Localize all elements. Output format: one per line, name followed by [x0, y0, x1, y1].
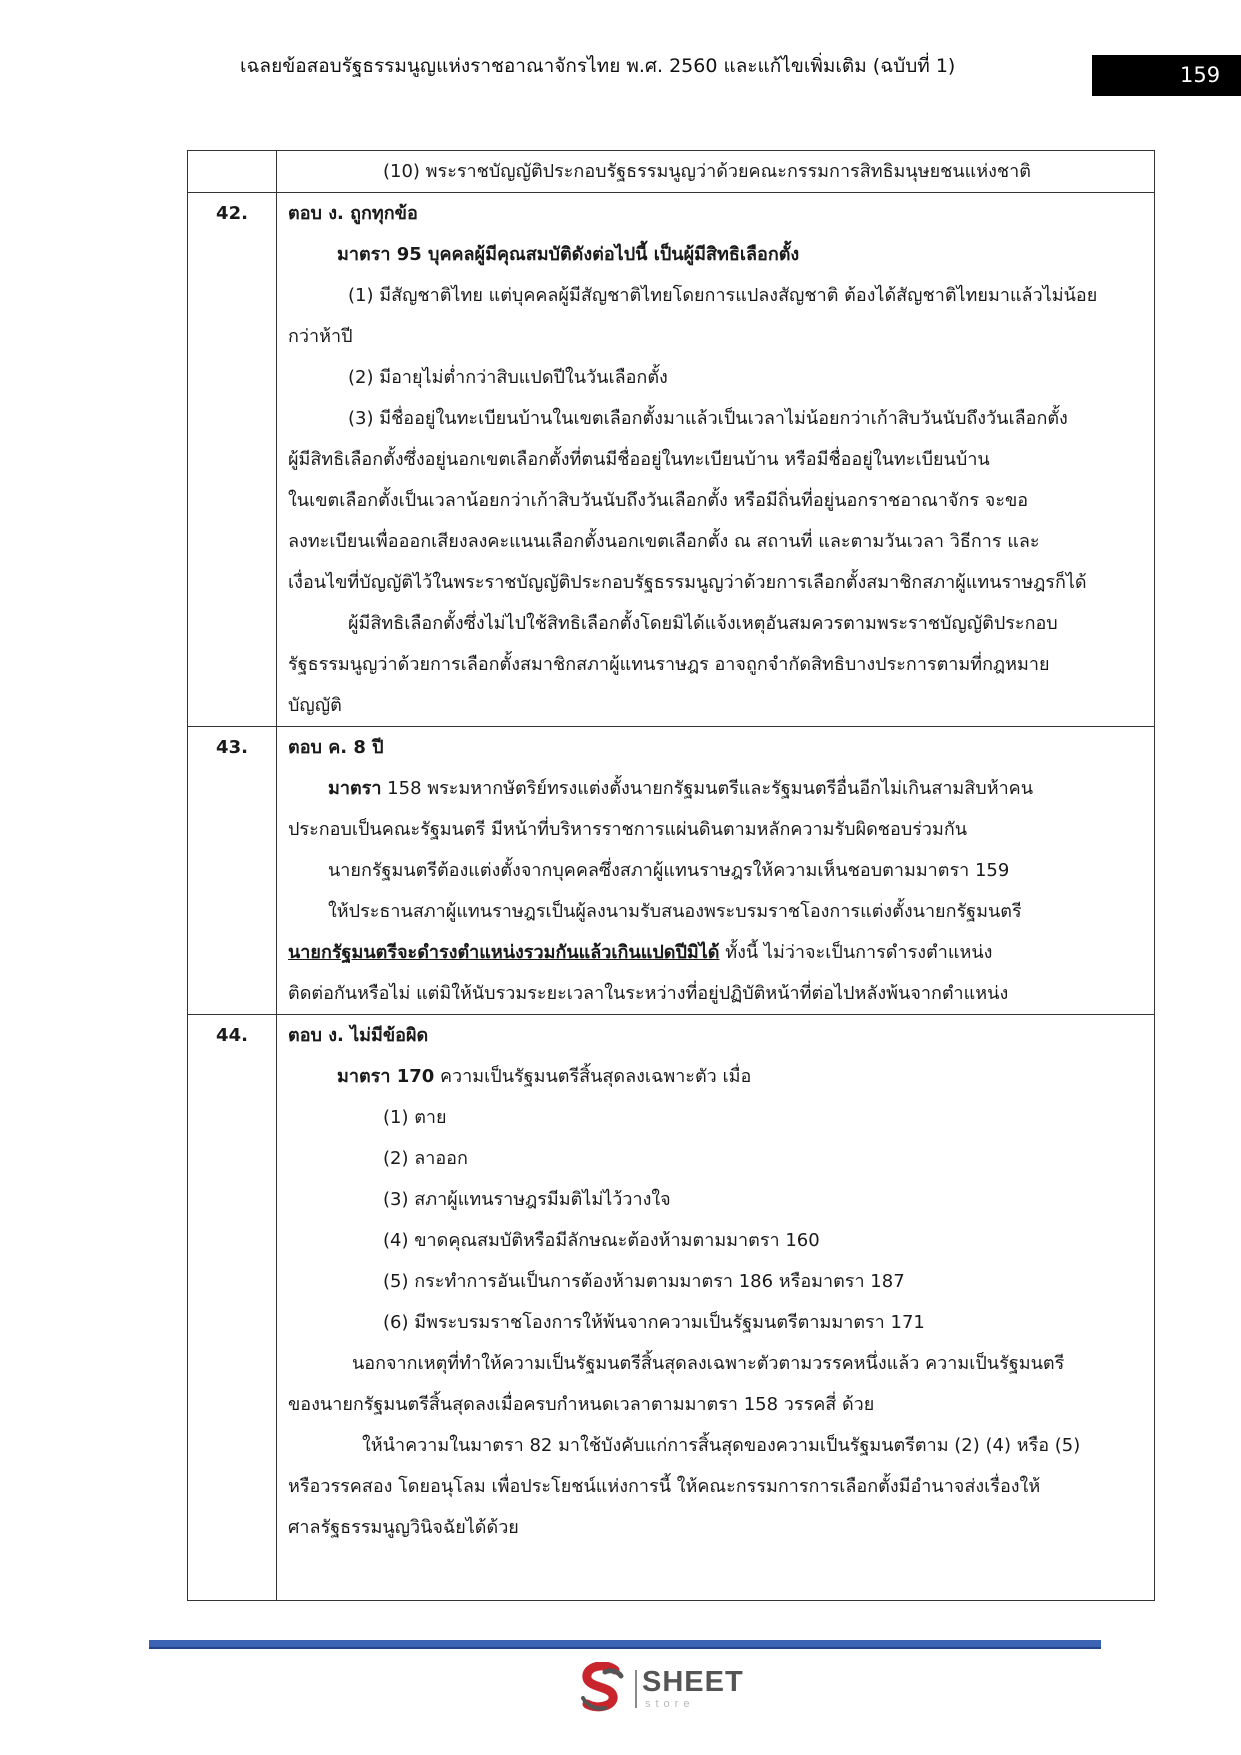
sheet-store-logo-icon — [575, 1662, 631, 1714]
text-line: เงื่อนไขที่บัญญัติไว้ในพระราชบัญญัติประกอบรัฐธรรมนูญว่าด้วยการเลือกตั้งสมาชิกสภาผู้แทนราษฎรก็ได้ — [288, 572, 1087, 593]
text-line: ในเขตเลือกตั้งเป็นเวลาน้อยกว่าเก้าสิบวันนับถึงวันเลือกตั้ง หรือมีถิ่นที่อยู่นอกราชอาณาจักร จะขอ — [288, 490, 1029, 511]
brand-subtitle: store — [645, 1698, 695, 1710]
logo-separator — [635, 1670, 637, 1708]
question-number: 43. — [188, 727, 277, 1015]
answer-table — [187, 150, 1155, 1601]
text-line: ศาลรัฐธรรมนูญวินิจฉัยได้ด้วย — [288, 1517, 519, 1538]
section-line — [288, 768, 1144, 809]
answer-body — [277, 727, 1155, 1015]
underlined-text: นายกรัฐมนตรีจะดำรงตำแหน่งรวมกันแล้วเกินแปดปีมิได้ — [288, 942, 720, 963]
text-line: (1) มีสัญชาติไทย แต่บุคคลผู้มีสัญชาติไทยโดยการแปลงสัญชาติ ต้องได้สัญชาติไทยมาแล้วไม่น้อย — [348, 285, 1098, 306]
list-item: (2) ลาออก — [383, 1148, 468, 1169]
answer-body — [277, 1015, 1155, 1601]
answer-choice: ตอบ ง. ถูกทุกข้อ — [288, 203, 418, 224]
text-line: ลงทะเบียนเพื่อออกเสียงลงคะแนนเลือกตั้งนอกเขตเลือกตั้ง ณ สถานที่ และตามวันเวลา วิธีการ และ — [288, 531, 1040, 552]
list-item: (6) มีพระบรมราชโองการให้พ้นจากความเป็นรัฐมนตรีตามมาตรา 171 — [383, 1312, 925, 1333]
text-line: ให้นำความในมาตรา 82 มาใช้บังคับแก่การสิ้นสุดของความเป็นรัฐมนตรีตาม (2) (4) หรือ (5) — [362, 1435, 1081, 1456]
text-line: ผู้มีสิทธิเลือกตั้งซึ่งอยู่นอกเขตเลือกตั้งที่ตนมีชื่ออยู่ในทะเบียนบ้าน หรือมีชื่ออยู่ในทะเบียนบ้าน — [288, 449, 990, 470]
text-line: (10) พระราชบัญญัติประกอบรัฐธรรมนูญว่าด้วยคณะกรรมการสิทธิมนุษยชนแห่งชาติ — [383, 161, 1031, 182]
text-line: หรือวรรคสอง โดยอนุโลม เพื่อประโยชน์แห่งการนี้ ให้คณะกรรมการการเลือกตั้งมีอำนาจส่งเรื่องให้ — [288, 1476, 1041, 1497]
text-line: รัฐธรรมนูญว่าด้วยการเลือกตั้งสมาชิกสภาผู้แทนราษฎร อาจถูกจำกัดสิทธิบางประการตามที่กฎหมาย — [288, 654, 1050, 675]
footer-rule — [149, 1640, 1101, 1649]
table-row — [188, 151, 1155, 193]
section-text: 158 พระมหากษัตริย์ทรงแต่งตั้งนายกรัฐมนตรีและรัฐมนตรีอื่นอีกไม่เกินสามสิบห้าคน — [381, 778, 1034, 799]
list-item: (4) ขาดคุณสมบัติหรือมีลักษณะต้องห้ามตามมาตรา 160 — [383, 1230, 820, 1251]
list-item: (5) กระทำการอันเป็นการต้องห้ามตามมาตรา 186 หรือมาตรา 187 — [383, 1271, 905, 1292]
list-item: (3) สภาผู้แทนราษฎรมีมติไม่ไว้วางใจ — [383, 1189, 671, 1210]
text-line: นายกรัฐมนตรีต้องแต่งตั้งจากบุคคลซึ่งสภาผู้แทนราษฎรให้ความเห็นชอบตามมาตรา 159 — [328, 860, 1010, 881]
text-line: (2) มีอายุไม่ต่ำกว่าสิบแปดปีในวันเลือกตั้ง — [348, 367, 668, 388]
section-text: ความเป็นรัฐมนตรีสิ้นสุดลงเฉพาะตัว เมื่อ — [434, 1066, 752, 1087]
section-line — [288, 1056, 1144, 1097]
text-line: บัญญัติ — [288, 695, 342, 716]
question-number — [188, 151, 277, 193]
answer-body — [277, 193, 1155, 727]
section-label: มาตรา 170 — [337, 1066, 435, 1087]
text-line: ให้ประธานสภาผู้แทนราษฎรเป็นผู้ลงนามรับสนองพระบรมราชโองการแต่งตั้งนายกรัฐมนตรี — [328, 901, 1022, 922]
text-line: ของนายกรัฐมนตรีสิ้นสุดลงเมื่อครบกำหนดเวลาตามมาตรา 158 วรรคสี่ ด้วย — [288, 1394, 875, 1415]
text-line: ติดต่อกันหรือไม่ แต่มิให้นับรวมระยะเวลาในระหว่างที่อยู่ปฏิบัติหน้าที่ต่อไปหลังพ้นจากตำแหน่ง — [288, 983, 1009, 1004]
section-heading: มาตรา 95 บุคคลผู้มีคุณสมบัติดังต่อไปนี้ เป็นผู้มีสิทธิเลือกตั้ง — [337, 244, 800, 265]
text-line: นอกจากเหตุที่ทำให้ความเป็นรัฐมนตรีสิ้นสุดลงเฉพาะตัวตามวรรคหนึ่งแล้ว ความเป็นรัฐมนตรี — [352, 1353, 1065, 1374]
text-line: ผู้มีสิทธิเลือกตั้งซึ่งไม่ไปใช้สิทธิเลือกตั้งโดยมิได้แจ้งเหตุอันสมควรตามพระราชบัญญัติประกอบ — [348, 613, 1058, 634]
answer-body — [277, 151, 1155, 193]
question-number: 42. — [188, 193, 277, 727]
brand-name: SHEET — [642, 1666, 744, 1698]
text-line: ประกอบเป็นคณะรัฐมนตรี มีหน้าที่บริหารราชการแผ่นดินตามหลักความรับผิดชอบร่วมกัน — [288, 819, 968, 840]
document-header-title: เฉลยข้อสอบรัฐธรรมนูญแห่งราชอาณาจักรไทย พ.ศ. 2560 และแก้ไขเพิ่มเติม (ฉบับที่ 1) — [240, 55, 956, 77]
emphasis-line — [288, 932, 1144, 973]
row-spacer — [288, 1548, 1144, 1600]
table-row — [188, 727, 1155, 1015]
sheet-store-logo — [575, 1662, 775, 1714]
page-number-badge: 159 — [1092, 55, 1241, 96]
section-label: มาตรา — [328, 778, 382, 799]
table-row — [188, 193, 1155, 727]
list-item: (1) ตาย — [383, 1107, 447, 1128]
text-line: กว่าห้าปี — [288, 326, 353, 347]
question-number: 44. — [188, 1015, 277, 1601]
table-row — [188, 1015, 1155, 1601]
answer-choice: ตอบ ง. ไม่มีข้อผิด — [288, 1025, 429, 1046]
answer-choice: ตอบ ค. 8 ปี — [288, 737, 384, 758]
text-continuation: ทั้งนี้ ไม่ว่าจะเป็นการดำรงตำแหน่ง — [719, 942, 993, 963]
text-line: (3) มีชื่ออยู่ในทะเบียนบ้านในเขตเลือกตั้งมาแล้วเป็นเวลาไม่น้อยกว่าเก้าสิบวันนับถึงวันเลือกตั้ง — [348, 408, 1068, 429]
